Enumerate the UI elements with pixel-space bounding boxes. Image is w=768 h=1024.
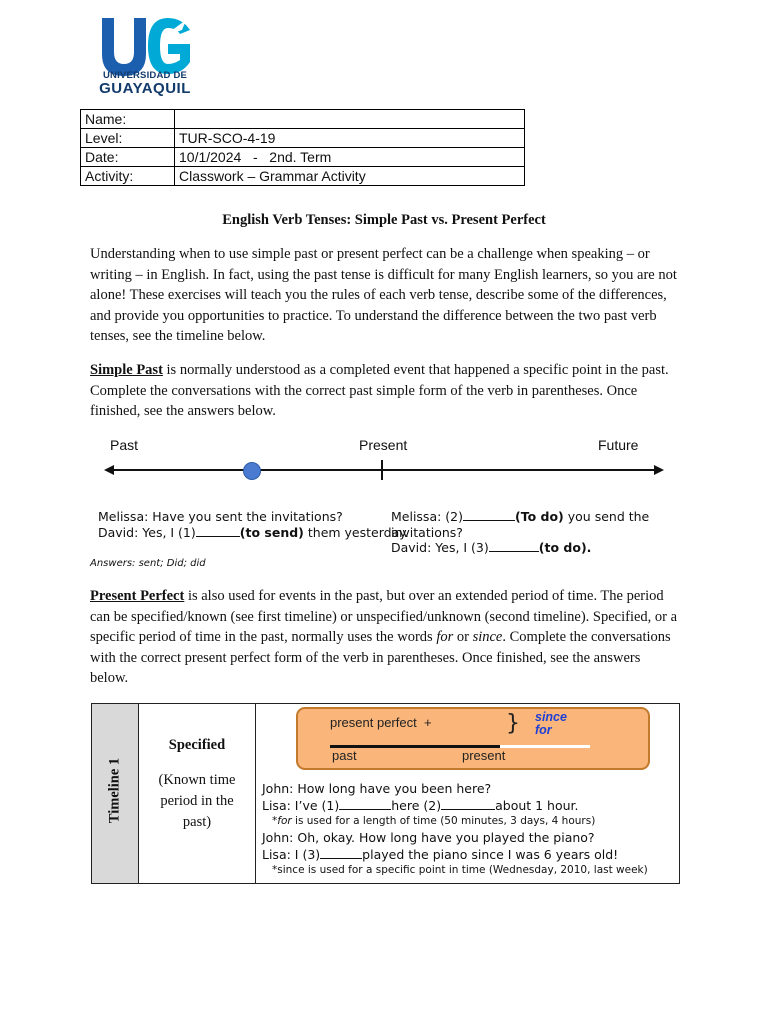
timeline-axis — [106, 469, 662, 471]
logo-text-universidad: UNIVERSIDAD DE — [102, 70, 188, 81]
for-usage-note: *for is used for a length of time (50 minutes, 3 days, 4 hours) — [272, 815, 596, 827]
specified-cell — [139, 704, 256, 883]
dialog-simple-past-2 — [391, 509, 649, 556]
formula-present-line — [500, 745, 590, 748]
timeline-1-label: Timeline 1 — [106, 757, 123, 824]
past-event-dot-icon — [243, 462, 261, 480]
info-value[interactable] — [175, 110, 525, 129]
since-usage-note: *since is used for a specific point in time (Wednesday, 2010, last week) — [272, 864, 648, 876]
answers-note: Answers: sent; Did; did — [90, 558, 206, 569]
present-perfect-formula-box — [296, 707, 650, 770]
info-row-activity — [81, 167, 525, 186]
formula-since: since — [535, 710, 567, 724]
logo-text-guayaquil: GUAYAQUIL — [99, 80, 191, 97]
document-title: English Verb Tenses: Simple Past vs. Present Perfect — [222, 212, 546, 228]
simple-past-term: Simple Past — [90, 362, 163, 378]
info-value: TUR-SCO-4-19 — [175, 129, 525, 148]
formula-past-label: past — [332, 748, 357, 763]
dialog-line: invitations? — [391, 524, 463, 540]
answer-blank-3[interactable] — [489, 540, 539, 552]
timeline-past-label: Past — [110, 437, 139, 453]
dialog-line: John: Oh, okay. How long have you played the piano? — [262, 830, 595, 845]
timeline-label-cell — [92, 704, 139, 883]
info-value: Classwork – Grammar Activity — [175, 167, 525, 186]
present-perfect-dialog — [262, 780, 674, 878]
formula-present-label: present — [462, 748, 506, 763]
answer-blank-pp-1[interactable] — [339, 798, 391, 810]
formula-for: for — [535, 723, 552, 737]
info-key: Name: — [81, 110, 175, 129]
intro-paragraph: Understanding when to use simple past or present perfect can be a challenge when speaking – or writing – in English. In fact, using the past tense is difficult for many English learners, so you are not alone! These exercises will teach you the rules of each verb tense, describe some of the differences, and provide you opportunities to practice. To understand the difference between the two past verb tenses, see the timeline below. — [90, 246, 677, 344]
dialog-line: Lisa: I’ve (1) here (2) about 1 hour. — [262, 798, 579, 813]
dialog-line: Melissa: Have you sent the invitations? — [98, 509, 343, 524]
specified-heading: Specified — [168, 737, 226, 753]
specified-description: (Known time period in the past) — [158, 772, 236, 830]
present-perfect-term: Present Perfect — [90, 588, 185, 604]
info-key: Activity: — [81, 167, 175, 186]
info-row-level — [81, 129, 525, 148]
dialog-line: David: Yes, I (1) (to send) them yesterday. — [98, 524, 409, 540]
answer-blank-2[interactable] — [463, 509, 515, 521]
present-tick-mark — [381, 460, 383, 480]
brace-icon: } — [506, 711, 520, 736]
dialog-simple-past-1 — [98, 509, 409, 540]
dialog-line: Lisa: I (3) played the piano since I was 6 years old! — [262, 847, 619, 862]
info-key: Level: — [81, 129, 175, 148]
present-perfect-paragraph: Present Perfect is also used for events in the past, but over an extended period of time. The period can be specified/known (see first timeline) or unspecified/unknown (second timeline). Specified, or a specific period of time in the past, normally uses the words for or since. Complete the conversations with the correct present perfect form of the verb in parentheses. Once finished, see the answers below. — [90, 588, 678, 686]
info-value: 10/1/2024 - 2nd. Term — [175, 148, 525, 167]
simple-past-paragraph — [90, 360, 680, 422]
timeline-future-label: Future — [598, 437, 639, 453]
formula-label: present perfect + — [330, 715, 432, 730]
dialog-line: Melissa: (2) (To do) you send the — [391, 509, 650, 524]
timeline-present-label: Present — [359, 437, 408, 453]
answer-blank-pp-3[interactable] — [320, 847, 362, 859]
dialog-line: David: Yes, I (3) (to do). — [391, 540, 592, 555]
dialog-line: John: How long have you been here? — [262, 781, 492, 796]
student-info-table — [80, 109, 525, 186]
arrow-right-icon — [654, 465, 664, 475]
answer-blank-1[interactable] — [196, 525, 240, 537]
info-row-date — [81, 148, 525, 167]
answer-blank-pp-2[interactable] — [441, 798, 495, 810]
simple-past-text: is normally understood as a completed event that happened a specific point in the past. Complete the conversations with the correct past simple form of the verb in parentheses. Once finished, see the answers below. — [90, 362, 669, 419]
info-key: Date: — [81, 148, 175, 167]
arrow-left-icon — [104, 465, 114, 475]
info-row-name — [81, 110, 525, 129]
timeline-1-table — [91, 703, 680, 884]
